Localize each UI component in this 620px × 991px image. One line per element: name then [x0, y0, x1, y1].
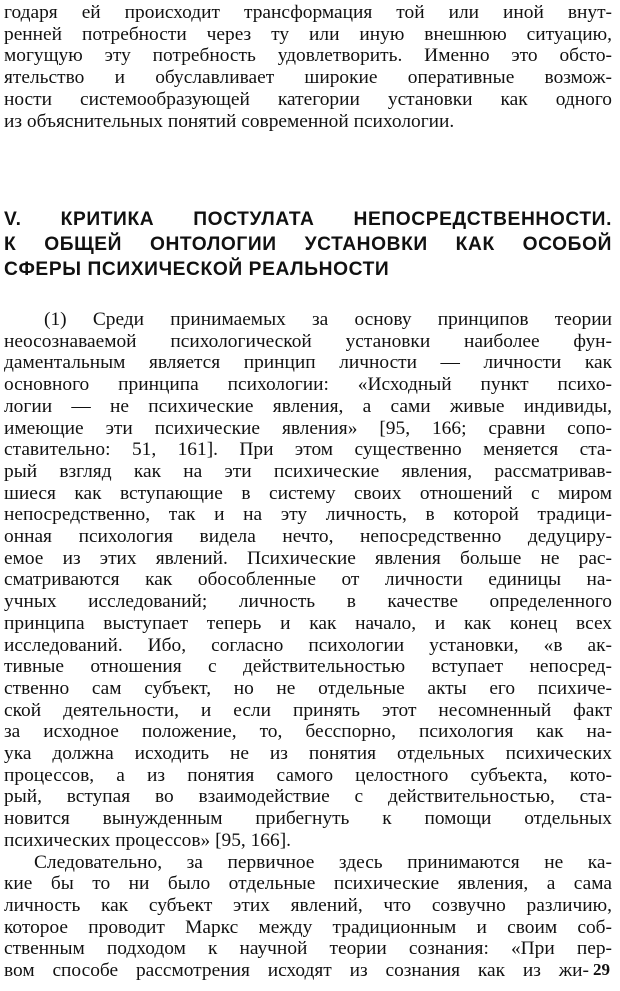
text-line: ственным подходом к научной теории сознания: «При пер-: [4, 938, 612, 960]
text-line: за исходное положение, то, бесспорно, психология как на-: [4, 721, 612, 743]
text-line: (1) Среди принимаемых за основу принципов теории: [44, 309, 612, 330]
text-line: рый, вступая во взаимодействие с действительностью, ста-: [4, 786, 612, 808]
text-line: ставительно: 51, 161]. При этом существенно меняется ста-: [4, 439, 612, 461]
heading-line: К ОБЩЕЙ ОНТОЛОГИИ УСТАНОВКИ КАК ОСОБОЙ: [4, 234, 612, 255]
text-line: сматриваются как обособленные от личности единицы на-: [4, 569, 612, 591]
text-line: непосредственно, так и на эту личность, в которой традици-: [4, 504, 612, 526]
text-line: ской деятельности, и если принять этот несомненный факт: [4, 699, 612, 721]
text-line: Следовательно, за первичное здесь принимаются не ка-: [34, 851, 612, 873]
text-line: ственно сам субъект, но не отдельные акты его психиче-: [4, 677, 612, 699]
text-line: принципа выступает теперь и как начало, и как конец всех: [4, 612, 612, 634]
text-line: основного принципа психологии: «Исходный пункт психо-: [4, 374, 612, 396]
text-line: которое проводит Маркс между традиционным и своим соб-: [4, 916, 612, 938]
text-line: онная психология видела нечто, непосредственно дедуциру-: [4, 526, 612, 547]
text-line: рый взгляд как на эти психические явления, рассматривав-: [4, 460, 612, 482]
text-line: кие бы то ни было отдельные психические явления, а сама: [4, 873, 612, 895]
text-line: ука должна исходить не из понятия отдельных психических: [4, 743, 612, 764]
text-line: личность как субъект этих явлений, что созвучно различию,: [4, 894, 612, 916]
text-line: годаря ей происходит трансформация той или иной внут-: [4, 2, 612, 23]
text-line: исследований. Ибо, согласно психологии установки, «в ак-: [4, 634, 612, 656]
text-line: даментальным является принцип личности — личности как: [4, 352, 612, 374]
text-line: логии — не психические явления, а сами живые индивиды,: [4, 395, 612, 417]
text-line: могущую эту потребность удовлетворить. Именно это обсто-: [4, 45, 612, 67]
text-line: ятельство и обуславливает широкие оперативные возмож-: [4, 67, 612, 89]
text-line: процессов, а из понятия самого целостного субъекта, кото-: [4, 764, 612, 786]
text-line: тивные отношения с действительностью вступает непосред-: [4, 656, 612, 678]
text-line: емое из этих явлений. Психические явления больше не рас-: [4, 547, 612, 569]
text-line: психических процессов» [95, 166].: [4, 829, 291, 851]
heading-line: V. КРИТИКА ПОСТУЛАТА НЕПОСРЕДСТВЕННОСТИ.: [4, 209, 612, 230]
text-line: неосознаваемой психологической установки наиболее фун-: [4, 330, 612, 352]
text-line: вом способе рассмотрения исходят из сознания как из жи-: [4, 960, 589, 981]
text-line: шиеся как вступающие в систему своих отношений с миром: [4, 482, 612, 504]
text-line: имеющие эти психические явления» [95, 166; сравни сопо-: [4, 417, 612, 439]
page-number: 29: [593, 960, 610, 979]
text-line: учных исследований; личность в качестве определенного: [4, 591, 612, 613]
text-line: из объяснительных понятий современной психологии.: [4, 110, 455, 132]
text-line: ности системообразующей категории установки как одного: [4, 88, 612, 110]
heading-line: СФЕРЫ ПСИХИЧЕСКОЙ РЕАЛЬНОСТИ: [4, 259, 390, 280]
text-line: новится вынужденным прибегнуть к помощи отдельных: [4, 808, 612, 830]
text-line: ренней потребности через ту или иную внешнюю ситуацию,: [4, 23, 612, 45]
